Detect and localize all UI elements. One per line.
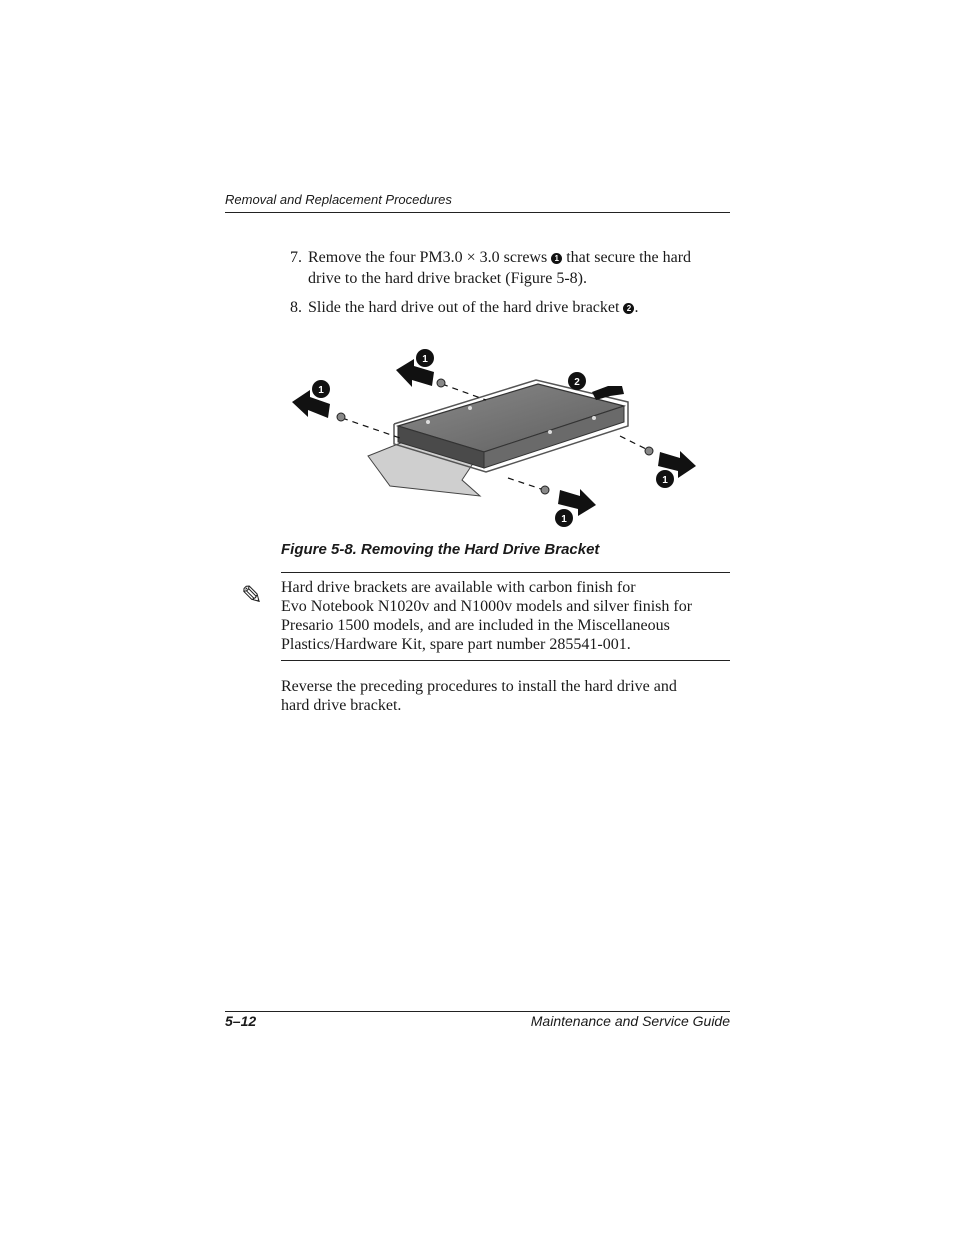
note-text <box>281 578 731 654</box>
bracket-hole <box>592 416 596 420</box>
step-text-end: . <box>634 299 639 316</box>
step-text-continued: that secure the hard <box>566 249 692 266</box>
step-number: 7. <box>290 249 302 266</box>
step-text: Slide the hard drive out of the hard drive bracket <box>308 299 620 316</box>
pencil-note-icon: ✎ <box>241 581 263 610</box>
bracket-hole <box>468 406 472 410</box>
callout-label: 1 <box>561 514 567 525</box>
note-top-rule <box>281 572 730 573</box>
screw-path <box>508 478 544 490</box>
paragraph-line: hard drive bracket. <box>281 697 402 714</box>
note-line: Evo Notebook N1020v and N1000v models and silver finish for <box>281 598 693 615</box>
guide-title: Maintenance and Service Guide <box>530 1013 730 1029</box>
paragraph-line: Reverse the preceding procedures to install the hard drive and <box>281 678 677 695</box>
hard-drive-illustration <box>280 340 710 540</box>
running-header: Removal and Replacement Procedures <box>225 192 452 207</box>
screw-icon <box>337 413 345 421</box>
hard-drive-bracket-figure <box>280 340 710 540</box>
bracket-hole <box>426 420 430 424</box>
callout-2-icon: 2 <box>623 303 634 314</box>
note-line: Presario 1500 models, and are included in the Miscellaneous <box>281 617 670 634</box>
step-number: 8. <box>290 299 302 316</box>
screw-path <box>620 436 648 450</box>
page-number: 5–12 <box>225 1013 257 1029</box>
callout-label: 2 <box>574 377 580 388</box>
step-7 <box>290 247 735 289</box>
note-line: Hard drive brackets are available with carbon finish for <box>281 579 636 596</box>
note-bottom-rule <box>281 660 730 661</box>
note-line: Plastics/Hardware Kit, spare part number 285541-001. <box>281 636 631 653</box>
footer-rule <box>225 1011 730 1012</box>
header-rule <box>225 212 730 213</box>
callout-label: 1 <box>422 354 428 365</box>
closing-paragraph <box>281 677 731 715</box>
screw-icon <box>645 447 653 455</box>
step-8 <box>290 297 735 318</box>
screw-icon <box>541 486 549 494</box>
screw-icon <box>437 379 445 387</box>
figure-caption: Figure 5-8. Removing the Hard Drive Bracket <box>281 541 600 558</box>
step-text: Remove the four PM3.0 × 3.0 screws <box>308 249 548 266</box>
bracket-hole <box>548 430 552 434</box>
callout-label: 1 <box>318 385 324 396</box>
step-text-line2: drive to the hard drive bracket (Figure 5-8). <box>308 270 588 287</box>
callout-1-icon: 1 <box>551 253 562 264</box>
callout-label: 1 <box>662 475 668 486</box>
screw-path <box>342 418 400 438</box>
